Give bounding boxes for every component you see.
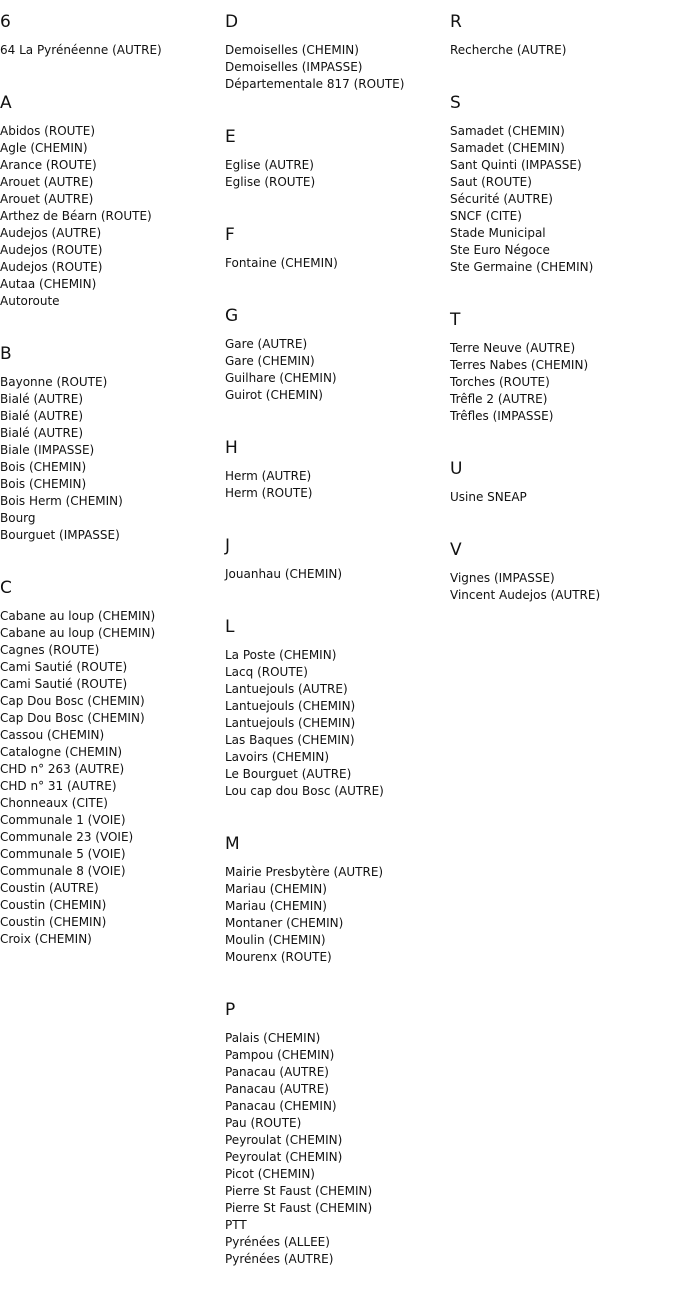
list-item <box>225 468 450 485</box>
street-link[interactable]: Demoiselles (CHEMIN) <box>225 43 359 57</box>
street-link[interactable]: Lantuejouls (AUTRE) <box>225 682 348 696</box>
letter-group <box>0 566 225 948</box>
street-link[interactable]: Panacau (AUTRE) <box>225 1065 329 1079</box>
list-item <box>0 123 225 140</box>
street-link[interactable]: Ste Euro Négoce <box>450 243 550 257</box>
list-item <box>450 191 675 208</box>
street-link[interactable]: Coustin (CHEMIN) <box>0 898 107 912</box>
street-link[interactable]: Lacq (ROUTE) <box>225 665 308 679</box>
street-link[interactable]: Gare (AUTRE) <box>225 337 308 351</box>
group-heading: V <box>450 540 462 560</box>
street-link[interactable]: Bourguet (IMPASSE) <box>0 528 120 542</box>
street-link[interactable]: Bourg <box>0 511 36 525</box>
group-heading: S <box>450 93 461 113</box>
letter-group <box>225 294 450 404</box>
street-link[interactable]: Peyroulat (CHEMIN) <box>225 1150 343 1164</box>
list-item <box>225 949 450 966</box>
list-item <box>0 727 225 744</box>
street-link[interactable]: Peyroulat (CHEMIN) <box>225 1133 343 1147</box>
street-link[interactable]: Cap Dou Bosc (CHEMIN) <box>0 711 145 725</box>
letter-group <box>450 447 675 506</box>
street-link[interactable]: Vincent Audejos (AUTRE) <box>450 588 601 602</box>
list-item <box>450 123 675 140</box>
list-item <box>0 829 225 846</box>
list-item <box>450 587 675 604</box>
list-item <box>0 242 225 259</box>
street-link[interactable]: Pampou (CHEMIN) <box>225 1048 335 1062</box>
street-link[interactable]: Cap Dou Bosc (CHEMIN) <box>0 694 145 708</box>
list-item <box>225 353 450 370</box>
list-item <box>0 140 225 157</box>
list-item <box>225 1081 450 1098</box>
list-item <box>0 157 225 174</box>
street-list <box>225 468 450 502</box>
group-heading: P <box>225 1000 236 1020</box>
street-link[interactable]: Stade Municipal <box>450 226 546 240</box>
street-link[interactable]: Catalogne (CHEMIN) <box>0 745 123 759</box>
list-item <box>225 664 450 681</box>
street-link[interactable]: Bayonne (ROUTE) <box>0 375 108 389</box>
street-link[interactable]: Ste Germaine (CHEMIN) <box>450 260 594 274</box>
street-link[interactable]: Communale 5 (VOIE) <box>0 847 126 861</box>
list-item <box>225 485 450 502</box>
list-item <box>225 157 450 174</box>
list-item <box>0 191 225 208</box>
street-link[interactable]: Montaner (CHEMIN) <box>225 916 344 930</box>
list-item <box>0 476 225 493</box>
list-item <box>0 527 225 544</box>
group-heading: H <box>225 438 238 458</box>
street-list <box>450 489 675 506</box>
list-item <box>450 174 675 191</box>
list-item <box>0 208 225 225</box>
list-item <box>225 1047 450 1064</box>
street-link[interactable]: Fontaine (CHEMIN) <box>225 256 338 270</box>
street-link[interactable]: Samadet (CHEMIN) <box>450 124 565 138</box>
street-link[interactable]: Audejos (ROUTE) <box>0 260 103 274</box>
list-item <box>0 812 225 829</box>
letter-group <box>225 822 450 966</box>
list-item <box>225 76 450 93</box>
street-list <box>225 336 450 404</box>
list-item <box>225 370 450 387</box>
street-link[interactable]: Cami Sautié (ROUTE) <box>0 660 128 674</box>
street-link[interactable]: Arouet (AUTRE) <box>0 175 94 189</box>
street-link[interactable]: Panacau (CHEMIN) <box>225 1099 337 1113</box>
street-link[interactable]: Herm (AUTRE) <box>225 469 312 483</box>
street-list <box>225 42 450 93</box>
list-item <box>450 140 675 157</box>
list-item <box>225 387 450 404</box>
street-link[interactable]: Le Bourguet (AUTRE) <box>225 767 352 781</box>
list-item <box>0 625 225 642</box>
letter-group <box>225 524 450 583</box>
street-link[interactable]: Mourenx (ROUTE) <box>225 950 332 964</box>
list-item <box>225 255 450 272</box>
street-link[interactable]: Picot (CHEMIN) <box>225 1167 315 1181</box>
street-list <box>225 864 450 966</box>
street-list <box>225 647 450 800</box>
list-item <box>450 357 675 374</box>
street-link[interactable]: Autoroute <box>0 294 60 308</box>
list-item <box>0 408 225 425</box>
list-item <box>0 642 225 659</box>
street-link[interactable]: Arouet (AUTRE) <box>0 192 94 206</box>
list-item <box>225 1166 450 1183</box>
street-link[interactable]: Saut (ROUTE) <box>450 175 532 189</box>
street-link[interactable]: Cabane au loup (CHEMIN) <box>0 609 156 623</box>
street-link[interactable]: La Poste (CHEMIN) <box>225 648 337 662</box>
list-item <box>0 391 225 408</box>
street-link[interactable]: Eglise (ROUTE) <box>225 175 316 189</box>
street-link[interactable]: Audejos (AUTRE) <box>0 226 102 240</box>
list-item <box>225 59 450 76</box>
street-link[interactable]: Arance (ROUTE) <box>0 158 97 172</box>
street-link[interactable]: Cagnes (ROUTE) <box>0 643 100 657</box>
street-link[interactable]: Las Baques (CHEMIN) <box>225 733 355 747</box>
street-link[interactable]: Usine SNEAP <box>450 490 527 504</box>
group-heading: A <box>0 93 12 113</box>
list-item <box>225 1200 450 1217</box>
list-item <box>450 374 675 391</box>
street-link[interactable]: Autaa (CHEMIN) <box>0 277 97 291</box>
list-item <box>450 157 675 174</box>
list-item <box>0 659 225 676</box>
street-link[interactable]: Arthez de Béarn (ROUTE) <box>0 209 152 223</box>
street-link[interactable]: Cabane au loup (CHEMIN) <box>0 626 156 640</box>
street-list <box>0 608 225 948</box>
list-item <box>0 493 225 510</box>
street-link[interactable]: Eglise (AUTRE) <box>225 158 314 172</box>
list-item <box>225 1149 450 1166</box>
list-item <box>450 225 675 242</box>
list-item <box>0 259 225 276</box>
list-item <box>450 42 675 59</box>
letter-group <box>225 213 450 272</box>
group-heading: F <box>225 225 235 245</box>
street-link[interactable]: Sant Quinti (IMPASSE) <box>450 158 582 172</box>
street-link[interactable]: Torches (ROUTE) <box>450 375 550 389</box>
street-link[interactable]: Pierre St Faust (CHEMIN) <box>225 1184 373 1198</box>
street-list <box>225 566 450 583</box>
street-link[interactable]: Palais (CHEMIN) <box>225 1031 321 1045</box>
list-item <box>0 710 225 727</box>
group-heading: T <box>450 310 461 330</box>
list-item <box>225 647 450 664</box>
letter-group <box>450 0 675 59</box>
index-column <box>225 0 450 1290</box>
street-link[interactable]: Bialé (AUTRE) <box>0 409 84 423</box>
group-heading: D <box>225 12 239 32</box>
letter-group <box>225 0 450 93</box>
street-list <box>0 42 225 59</box>
street-list <box>0 123 225 310</box>
street-link[interactable]: Terre Neuve (AUTRE) <box>450 341 576 355</box>
street-link[interactable]: Départementale 817 (ROUTE) <box>225 77 405 91</box>
street-list <box>0 374 225 544</box>
list-item <box>225 932 450 949</box>
street-link[interactable]: Croix (CHEMIN) <box>0 932 92 946</box>
street-link[interactable]: Gare (CHEMIN) <box>225 354 315 368</box>
list-item <box>225 1115 450 1132</box>
street-link[interactable]: Communale 1 (VOIE) <box>0 813 126 827</box>
street-link[interactable]: Pau (ROUTE) <box>225 1116 302 1130</box>
street-link[interactable]: 64 La Pyrénéenne (AUTRE) <box>0 43 162 57</box>
letter-group <box>225 115 450 191</box>
street-link[interactable]: Cassou (CHEMIN) <box>0 728 105 742</box>
letter-group <box>0 81 225 310</box>
letter-group <box>225 426 450 502</box>
list-item <box>450 242 675 259</box>
street-link[interactable]: Coustin (CHEMIN) <box>0 915 107 929</box>
street-list <box>225 157 450 191</box>
street-link[interactable]: Trêfle 2 (AUTRE) <box>450 392 548 406</box>
street-link[interactable]: Bois (CHEMIN) <box>0 477 87 491</box>
list-item <box>225 1132 450 1149</box>
street-link[interactable]: Terres Nabes (CHEMIN) <box>450 358 589 372</box>
list-item <box>0 761 225 778</box>
list-item <box>0 744 225 761</box>
street-list <box>450 123 675 276</box>
letter-group <box>225 988 450 1268</box>
list-item <box>225 881 450 898</box>
list-item <box>0 931 225 948</box>
letter-group <box>225 605 450 800</box>
street-link[interactable]: Trêfles (IMPASSE) <box>450 409 554 423</box>
street-link[interactable]: Pyrénées (AUTRE) <box>225 1252 334 1266</box>
list-item <box>225 42 450 59</box>
street-link[interactable]: Lou cap dou Bosc (AUTRE) <box>225 784 384 798</box>
list-item <box>450 489 675 506</box>
list-item <box>0 374 225 391</box>
list-item <box>0 676 225 693</box>
list-item <box>225 1064 450 1081</box>
list-item <box>0 42 225 59</box>
letter-group <box>450 81 675 276</box>
list-item <box>225 898 450 915</box>
street-link[interactable]: Jouanhau (CHEMIN) <box>225 567 343 581</box>
street-link[interactable]: Recherche (AUTRE) <box>450 43 567 57</box>
street-link[interactable]: CHD n° 31 (AUTRE) <box>0 779 117 793</box>
list-item <box>450 208 675 225</box>
list-item <box>225 1217 450 1234</box>
list-item <box>225 1183 450 1200</box>
list-item <box>0 459 225 476</box>
street-link[interactable]: Communale 8 (VOIE) <box>0 864 126 878</box>
street-link[interactable]: Vignes (IMPASSE) <box>450 571 555 585</box>
street-link[interactable]: Mairie Presbytère (AUTRE) <box>225 865 384 879</box>
list-item <box>225 566 450 583</box>
list-item <box>0 276 225 293</box>
street-link[interactable]: SNCF (CITE) <box>450 209 522 223</box>
letter-group <box>0 332 225 544</box>
index-column <box>0 0 225 970</box>
street-link[interactable]: Chonneaux (CITE) <box>0 796 108 810</box>
street-link[interactable]: Bois Herm (CHEMIN) <box>0 494 123 508</box>
street-link[interactable]: Panacau (AUTRE) <box>225 1082 329 1096</box>
index-column <box>450 0 675 626</box>
street-link[interactable]: Lavoirs (CHEMIN) <box>225 750 330 764</box>
letter-group <box>450 528 675 604</box>
list-item <box>0 510 225 527</box>
list-item <box>0 293 225 310</box>
street-link[interactable]: Guilhare (CHEMIN) <box>225 371 337 385</box>
street-link[interactable]: Herm (ROUTE) <box>225 486 313 500</box>
list-item <box>225 681 450 698</box>
group-heading: 6 <box>0 12 11 32</box>
list-item <box>225 1030 450 1047</box>
list-item <box>0 914 225 931</box>
list-item <box>225 783 450 800</box>
street-link[interactable]: PTT <box>225 1218 247 1232</box>
list-item <box>0 442 225 459</box>
street-list <box>225 255 450 272</box>
list-item <box>0 608 225 625</box>
group-heading: U <box>450 459 463 479</box>
street-link[interactable]: Bialé (AUTRE) <box>0 426 84 440</box>
list-item <box>225 1251 450 1268</box>
street-link[interactable]: Demoiselles (IMPASSE) <box>225 60 363 74</box>
list-item <box>450 340 675 357</box>
street-link[interactable]: Lantuejouls (CHEMIN) <box>225 699 356 713</box>
list-item <box>225 749 450 766</box>
list-item <box>0 880 225 897</box>
street-link[interactable]: Mariau (CHEMIN) <box>225 882 327 896</box>
list-item <box>225 915 450 932</box>
letter-group <box>0 0 225 59</box>
list-item <box>225 864 450 881</box>
street-link[interactable]: Abidos (ROUTE) <box>0 124 96 138</box>
list-item <box>0 897 225 914</box>
list-item <box>0 846 225 863</box>
group-heading: G <box>225 306 239 326</box>
street-link[interactable]: Cami Sautié (ROUTE) <box>0 677 128 691</box>
list-item <box>0 425 225 442</box>
street-link[interactable]: Bialé (AUTRE) <box>0 392 84 406</box>
street-link[interactable]: Audejos (ROUTE) <box>0 243 103 257</box>
list-item <box>225 698 450 715</box>
list-item <box>0 174 225 191</box>
group-heading: B <box>0 344 12 364</box>
list-item <box>450 570 675 587</box>
list-item <box>450 391 675 408</box>
street-link[interactable]: Pierre St Faust (CHEMIN) <box>225 1201 373 1215</box>
street-link[interactable]: CHD n° 263 (AUTRE) <box>0 762 125 776</box>
list-item <box>0 863 225 880</box>
list-item <box>225 766 450 783</box>
street-link[interactable]: Pyrénées (ALLEE) <box>225 1235 330 1249</box>
street-list <box>450 340 675 425</box>
list-item <box>0 778 225 795</box>
street-link[interactable]: Guirot (CHEMIN) <box>225 388 323 402</box>
street-link[interactable]: Moulin (CHEMIN) <box>225 933 326 947</box>
list-item <box>450 408 675 425</box>
group-heading: L <box>225 617 235 637</box>
list-item <box>450 259 675 276</box>
street-list <box>450 42 675 59</box>
list-item <box>225 1098 450 1115</box>
list-item <box>225 1234 450 1251</box>
group-heading: J <box>225 536 231 556</box>
list-item <box>225 174 450 191</box>
list-item <box>0 225 225 242</box>
list-item <box>225 732 450 749</box>
list-item <box>225 715 450 732</box>
street-link[interactable]: Sécurité (AUTRE) <box>450 192 553 206</box>
street-list <box>450 570 675 604</box>
list-item <box>0 795 225 812</box>
group-heading: E <box>225 127 236 147</box>
street-link[interactable]: Communale 23 (VOIE) <box>0 830 134 844</box>
street-link[interactable]: Lantuejouls (CHEMIN) <box>225 716 356 730</box>
list-item <box>0 693 225 710</box>
street-link[interactable]: Agle (CHEMIN) <box>0 141 88 155</box>
group-heading: R <box>450 12 462 32</box>
group-heading: M <box>225 834 240 854</box>
street-link[interactable]: Biale (IMPASSE) <box>0 443 95 457</box>
letter-group <box>450 298 675 425</box>
street-link[interactable]: Bois (CHEMIN) <box>0 460 87 474</box>
street-link[interactable]: Coustin (AUTRE) <box>0 881 99 895</box>
group-heading: C <box>0 578 12 598</box>
street-list <box>225 1030 450 1268</box>
street-link[interactable]: Mariau (CHEMIN) <box>225 899 327 913</box>
street-link[interactable]: Samadet (CHEMIN) <box>450 141 565 155</box>
list-item <box>225 336 450 353</box>
